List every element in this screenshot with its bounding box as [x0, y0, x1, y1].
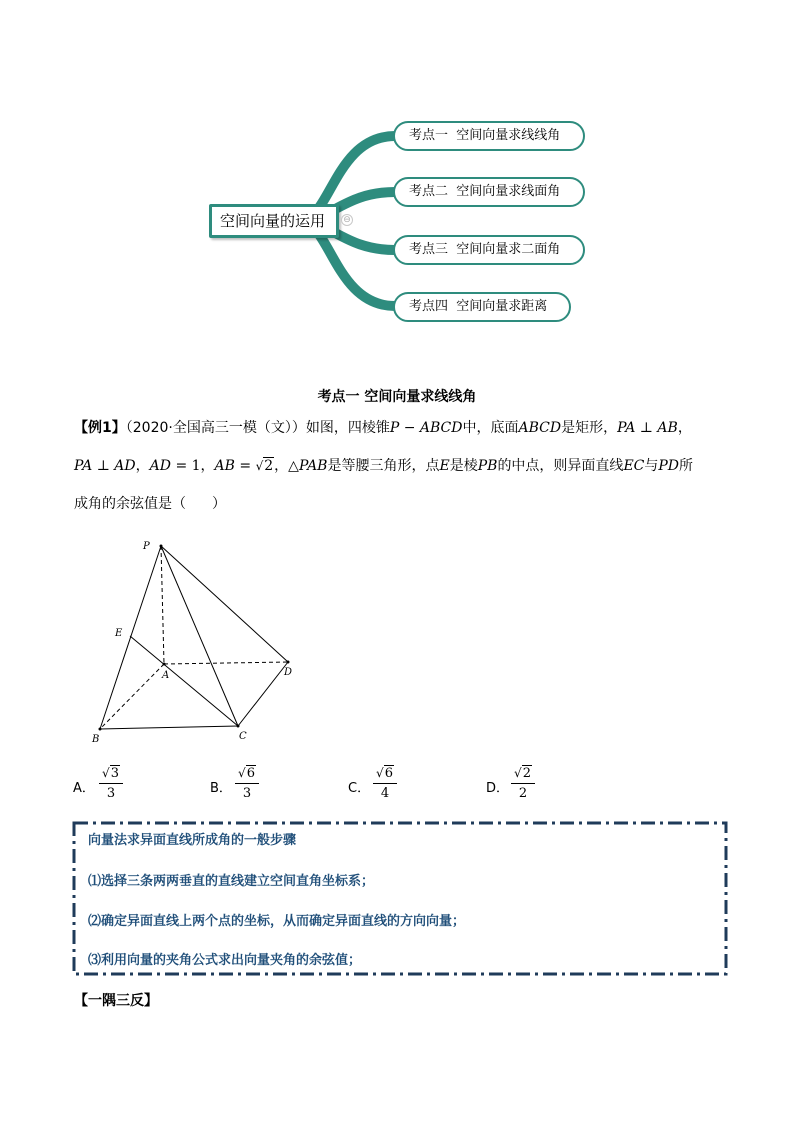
text-run: 与 [644, 458, 659, 474]
mindmap-node-1[interactable]: 考点一 空间向量求线线角 [393, 121, 585, 151]
option-letter: C． [348, 781, 371, 796]
tip-title: 向量法求异面直线所成角的一般步骤 [88, 833, 297, 848]
mindmap-center-topic[interactable]: 空间向量的运用 [209, 204, 339, 238]
text-run: ， [677, 420, 692, 436]
pyramid-figure [86, 536, 306, 750]
edge-cd [238, 662, 288, 726]
edge-bc [100, 726, 238, 729]
math-e: E [439, 458, 450, 474]
label-e: E [115, 628, 123, 639]
text-run: 是棱 [449, 458, 478, 474]
label-d: D [284, 667, 293, 678]
text-run: 是等腰三角形，点 [327, 458, 440, 474]
denominator: 3 [242, 786, 252, 801]
example-line-2 [74, 456, 693, 476]
mindmap-node-4[interactable]: 考点四 空间向量求距离 [393, 292, 571, 322]
radicand: 3 [110, 766, 119, 781]
text-run: 如图，四棱锥 [305, 420, 390, 436]
text-run: 成角的余弦值是（ [74, 496, 186, 512]
text-run: ， [135, 458, 150, 474]
denominator: 4 [380, 786, 390, 801]
sqrt-icon: √ [376, 766, 384, 780]
text-run: 的中点，则异面直线 [497, 458, 624, 474]
text-run: 所 [679, 458, 694, 474]
sqrt-icon: √ [238, 766, 246, 780]
tip-step-2: ⑵确定异面直线上两个点的坐标，从而确定异面直线的方向向量； [88, 914, 466, 929]
fraction [373, 764, 397, 803]
label-b: B [92, 734, 100, 745]
math-pb: PB [477, 458, 498, 474]
math-triangle: △PAB [288, 458, 328, 474]
edge-pa-hidden [161, 546, 164, 664]
radicand: 6 [246, 766, 255, 781]
text-run: ） [212, 496, 226, 512]
edge-pb [100, 546, 161, 729]
method-tip-box [72, 821, 728, 976]
text-run: ， [200, 458, 215, 474]
denominator: 3 [106, 786, 116, 801]
example-source: （2020·全国高三一模（文）） [125, 420, 306, 436]
mindmap-node-3[interactable]: 考点三 空间向量求二面角 [393, 235, 585, 265]
text-run: 是矩形， [561, 420, 618, 436]
option-letter: B． [210, 781, 232, 796]
math-perp-2: PA ⊥ AD [74, 458, 136, 474]
math-pyramid: P − ABCD [389, 420, 463, 436]
edge-pc [161, 546, 238, 726]
example-tag: 【例1】 [74, 420, 126, 436]
edge-ab-hidden [100, 664, 164, 729]
collapse-icon[interactable]: ⊖ [341, 214, 353, 226]
edge-pd [161, 546, 288, 662]
math-perp-1: PA ⊥ AB [617, 420, 678, 436]
sqrt-arg: 2 [264, 458, 274, 474]
label-c: C [239, 731, 247, 742]
option-letter: D． [486, 781, 510, 796]
denominator: 2 [518, 786, 528, 801]
mindmap-node-2[interactable]: 考点二 空间向量求线面角 [393, 177, 585, 207]
sqrt-icon: √ [255, 459, 264, 473]
fraction [511, 764, 535, 803]
option-letter: A． [73, 781, 95, 796]
text-run: ， [274, 458, 289, 474]
math-ab: AB [214, 458, 235, 474]
example-line-3 [74, 494, 226, 514]
example-line-1 [74, 418, 692, 438]
tip-step-3: ⑶利用向量的夹角公式求出向量夹角的余弦值； [88, 953, 362, 968]
math-eq: = [234, 458, 256, 474]
section-title: 考点一 空间向量求线线角 [317, 389, 477, 405]
label-a: A [162, 670, 170, 681]
fraction [235, 764, 259, 803]
math-base: ABCD [518, 420, 562, 436]
tip-step-1: ⑴选择三条两两垂直的直线建立空间直角坐标系； [88, 874, 375, 889]
sqrt-icon: √ [102, 766, 110, 780]
label-p: P [143, 541, 150, 552]
math-eq-1: = 1 [171, 458, 201, 474]
radicand: 6 [384, 766, 393, 781]
sqrt-icon: √ [514, 766, 522, 780]
fraction [99, 764, 123, 803]
segment-ec [130, 636, 238, 726]
math-ad: AD [149, 458, 171, 474]
math-ec: EC [623, 458, 645, 474]
mind-map-branches [0, 0, 794, 340]
radicand: 2 [522, 766, 531, 781]
edge-ad-hidden [164, 662, 288, 664]
math-pd: PD [658, 458, 680, 474]
text-run: 中，底面 [462, 420, 519, 436]
practice-heading: 【一隅三反】 [74, 993, 158, 1009]
